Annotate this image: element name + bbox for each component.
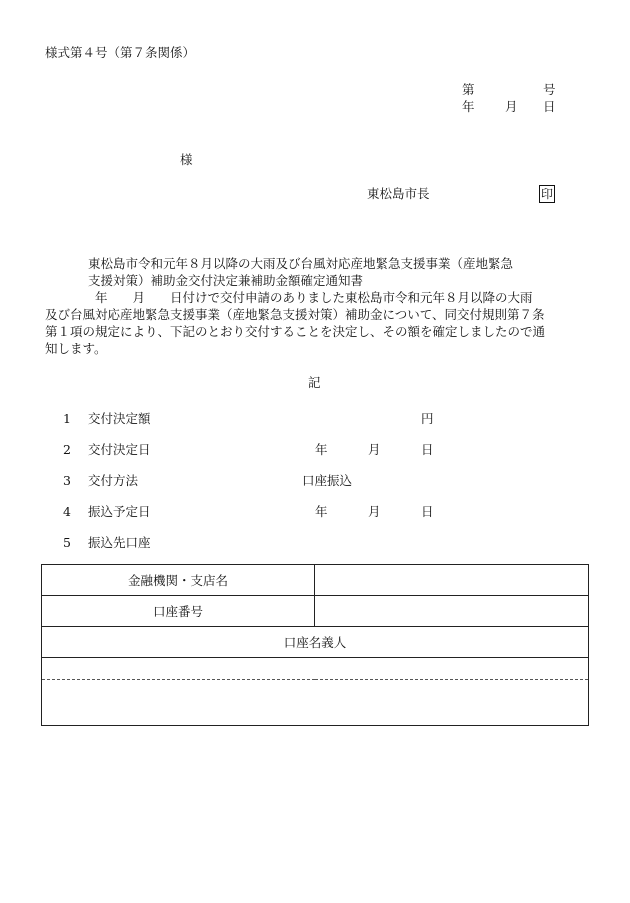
seal-mark: 印 [541,187,554,201]
issue-date-day: 日 [543,99,556,114]
account-table [41,564,589,726]
document-title-line1: 東松島市令和元年８月以降の大雨及び台風対応産地緊急支援事業（産地緊急 [88,256,514,271]
issuer-title: 東松島市長 [367,186,430,201]
table-row [42,565,589,596]
grant-amount-unit: 円 [421,411,434,426]
body-line1: 年 月 日付けで交付申請のありました東松島市令和元年８月以降の大雨 [95,290,533,305]
document-number-prefix: 第 [462,82,475,97]
table-row [42,627,589,658]
body-line4: 知します。 [45,341,107,356]
addressee-honorific: 様 [180,152,193,167]
transfer-date-day: 日 [421,504,434,519]
grant-date-day: 日 [421,442,434,457]
account-number-label: 口座番号 [42,596,315,627]
account-holder-label: 口座名義人 [42,627,589,658]
issue-date-month: 月 [505,99,518,114]
table-row [42,658,589,680]
grant-date-month: 月 [368,442,381,457]
body-line3: 第１項の規定により、下記のとおり交付することを決定し、その額を確定しましたので通 [45,324,546,339]
issue-date-year: 年 [462,99,475,114]
item-number: 5 [63,535,71,550]
grant-date-year: 年 [315,442,328,457]
ki-label: 記 [308,375,321,390]
item-label-payment-method: 交付方法 [88,473,139,488]
account-holder-name-field[interactable] [42,680,589,726]
item-label-grant-amount: 交付決定額 [88,411,151,426]
item-label-transfer-date: 振込予定日 [88,504,151,519]
document-number-suffix: 号 [543,82,556,97]
transfer-date-year: 年 [315,504,328,519]
account-holder-furigana-field[interactable] [42,658,589,680]
item-label-transfer-account: 振込先口座 [88,535,151,550]
table-row [42,680,589,726]
table-row [42,596,589,627]
bank-branch-field[interactable] [315,565,589,596]
item-number: 2 [63,442,71,457]
transfer-date-month: 月 [368,504,381,519]
item-number: 4 [63,504,71,519]
payment-method-value: 口座振込 [302,473,353,488]
document-title-line2: 支援対策）補助金交付決定兼補助金額確定通知書 [88,273,364,288]
bank-branch-label: 金融機関・支店名 [42,565,315,596]
item-number: 3 [63,473,71,488]
item-number: 1 [63,411,71,426]
body-line2: 及び台風対応産地緊急支援事業（産地緊急支援対策）補助金について、同交付規則第７条 [45,307,545,322]
form-label: 様式第４号（第７条関係） [45,45,196,60]
account-number-field[interactable] [315,596,589,627]
item-label-grant-date: 交付決定日 [88,442,151,457]
